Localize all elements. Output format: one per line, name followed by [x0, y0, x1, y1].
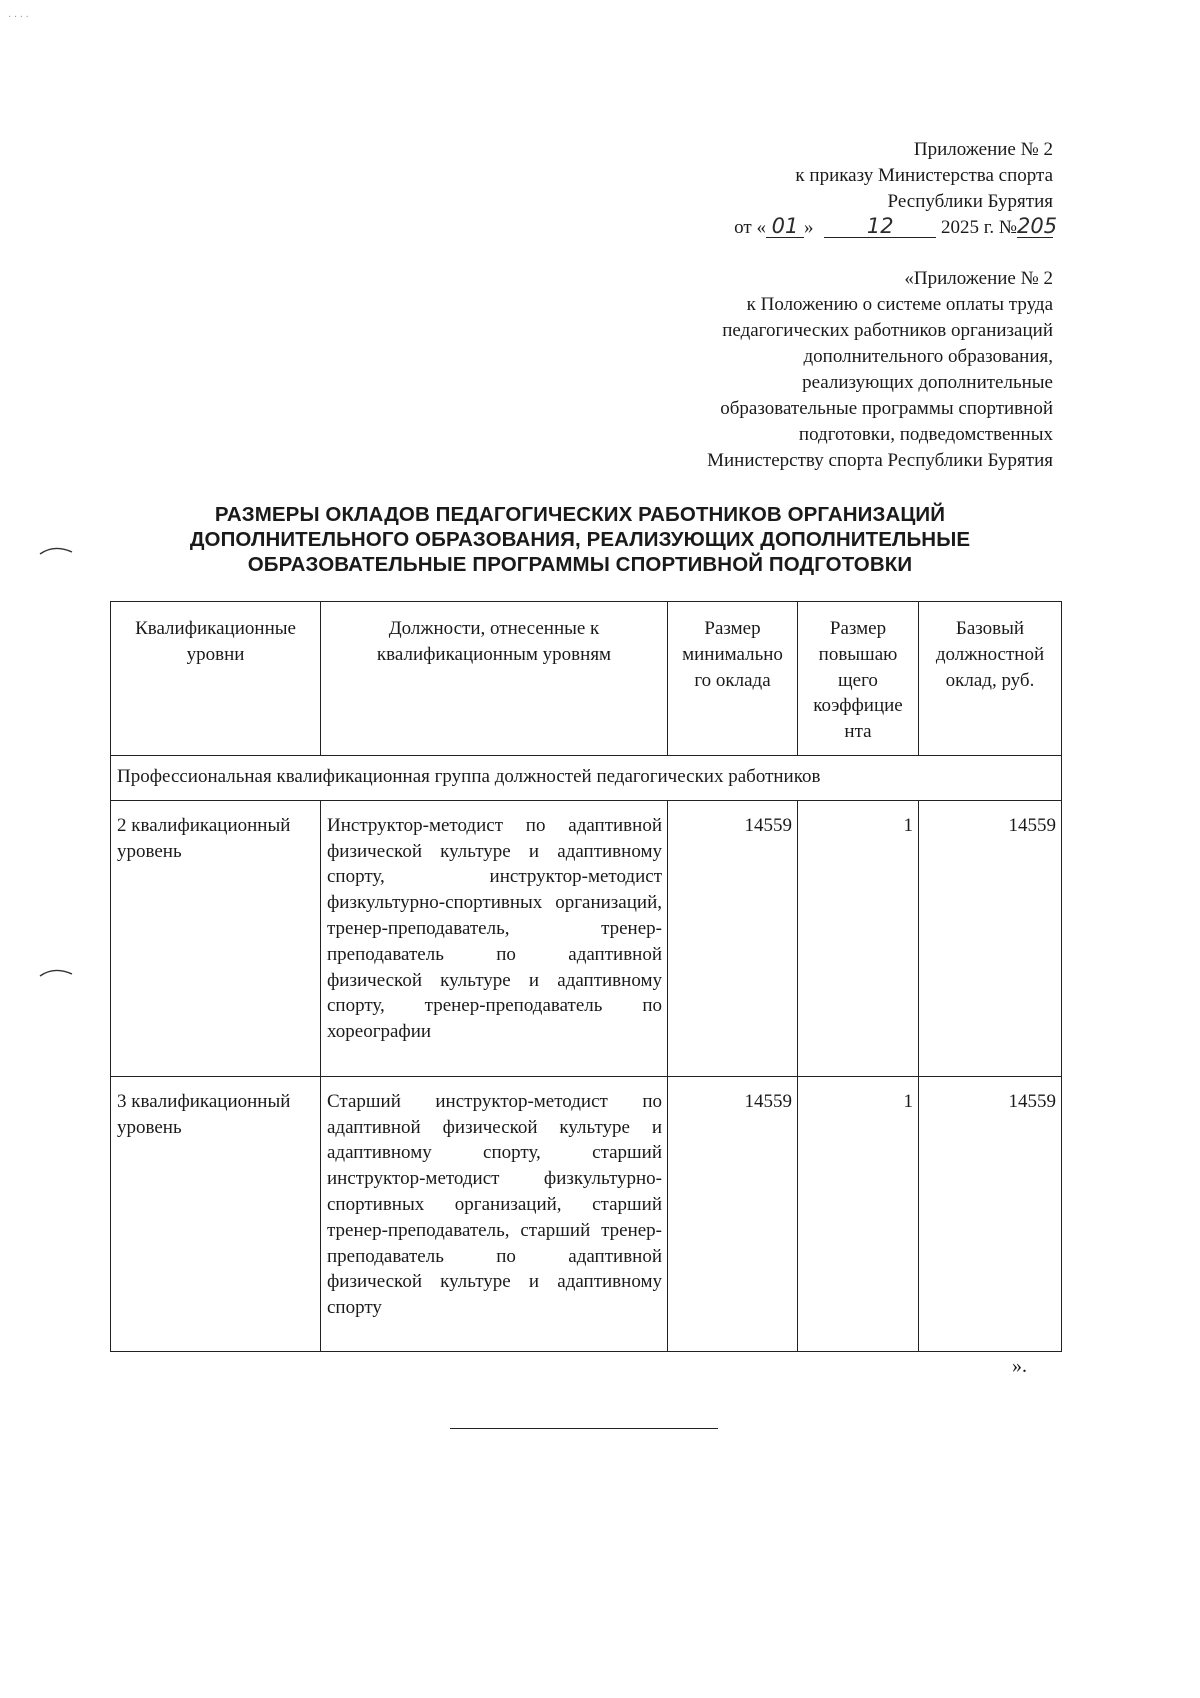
title-line: РАЗМЕРЫ ОКЛАДОВ ПЕДАГОГИЧЕСКИХ РАБОТНИКОВ ОРГАНИЗАЦИЙ — [214, 503, 946, 526]
regulation-line: подготовки, подведомственных — [798, 424, 1053, 445]
base-salary-cell: 14559 — [919, 1076, 1062, 1351]
regulation-line: к Положению о системе оплаты труда — [746, 294, 1053, 315]
closing-quote: ». — [1012, 1355, 1027, 1377]
header-min-salary: Размер минимально го оклада — [668, 602, 798, 756]
level-cell: 3 квалификационный уровень — [111, 1076, 321, 1351]
date-prefix: от « — [734, 217, 766, 238]
table-row — [111, 800, 1062, 1076]
appendix-order-authority: Республики Бурятия — [887, 191, 1053, 212]
regulation-line: реализующих дополнительные — [802, 372, 1053, 393]
table-header-row — [111, 602, 1062, 756]
date-day: 01 — [766, 215, 804, 238]
title-line: ОБРАЗОВАТЕЛЬНЫЕ ПРОГРАММЫ СПОРТИВНОЙ ПОДГОТОВКИ — [247, 553, 913, 576]
group-row — [111, 755, 1062, 800]
end-divider-line — [450, 1428, 718, 1429]
header-coefficient: Размер повышаю щего коэффицие нта — [798, 602, 919, 756]
header-base-salary: Базовый должностной оклад, руб. — [919, 602, 1062, 756]
regulation-reference-block — [707, 266, 1053, 474]
header-qualification-levels: Квалификационные уровни — [111, 602, 321, 756]
appendix-title: Приложение № 2 — [913, 139, 1053, 160]
regulation-line: дополнительного образования, — [803, 346, 1053, 367]
header-positions: Должности, отнесенные к квалификационным уровням — [321, 602, 668, 756]
min-salary-cell: 14559 — [668, 1076, 798, 1351]
date-close-quote: » — [803, 217, 814, 238]
coefficient-cell: 1 — [798, 1076, 919, 1351]
base-salary-cell: 14559 — [919, 800, 1062, 1076]
regulation-line: образовательные программы спортивной — [720, 398, 1053, 419]
regulation-line: «Приложение № 2 — [904, 268, 1053, 289]
order-date-line — [734, 214, 1058, 241]
date-year: 2025 г. № — [940, 217, 1017, 238]
positions-cell: Инструктор-методист по адаптивной физической культуре и адаптивному спорту, инструктор-методист физкультурно-спортивных организаций, тренер-преподаватель, тренер-преподаватель по адаптивной физической культуре и адаптивному спорту, тренер-преподаватель по хореографии — [321, 800, 668, 1076]
table-row — [111, 1076, 1062, 1351]
regulation-line: педагогических работников организаций — [722, 320, 1053, 341]
salary-table — [110, 601, 1062, 1352]
coefficient-cell: 1 — [798, 800, 919, 1076]
document-title — [100, 502, 1060, 577]
hole-punch-mark — [38, 962, 78, 984]
hole-punch-mark — [38, 540, 78, 562]
date-month: 12 — [824, 215, 936, 238]
title-line: ДОПОЛНИТЕЛЬНОГО ОБРАЗОВАНИЯ, РЕАЛИЗУЮЩИХ ДОПОЛНИТЕЛЬНЫЕ — [189, 528, 971, 551]
professional-group-title: Профессиональная квалификационная группа должностей педагогических работников — [111, 755, 1062, 800]
positions-cell: Старший инструктор-методист по адаптивной физической культуре и адаптивному спорту, старший инструктор-методист физкультурно-спортивных организаций, старший тренер-преподаватель, старший тренер-преподаватель по адаптивной физической культуре и адаптивному спорту — [321, 1076, 668, 1351]
order-appendix-block — [734, 137, 1058, 241]
appendix-order-ref: к приказу Министерства спорта — [795, 165, 1053, 186]
order-number: 205 — [1017, 214, 1058, 238]
scan-speck: · · · · — [8, 12, 29, 23]
min-salary-cell: 14559 — [668, 800, 798, 1076]
level-cell: 2 квалификационный уровень — [111, 800, 321, 1076]
regulation-line: Министерству спорта Республики Бурятия — [707, 450, 1053, 471]
